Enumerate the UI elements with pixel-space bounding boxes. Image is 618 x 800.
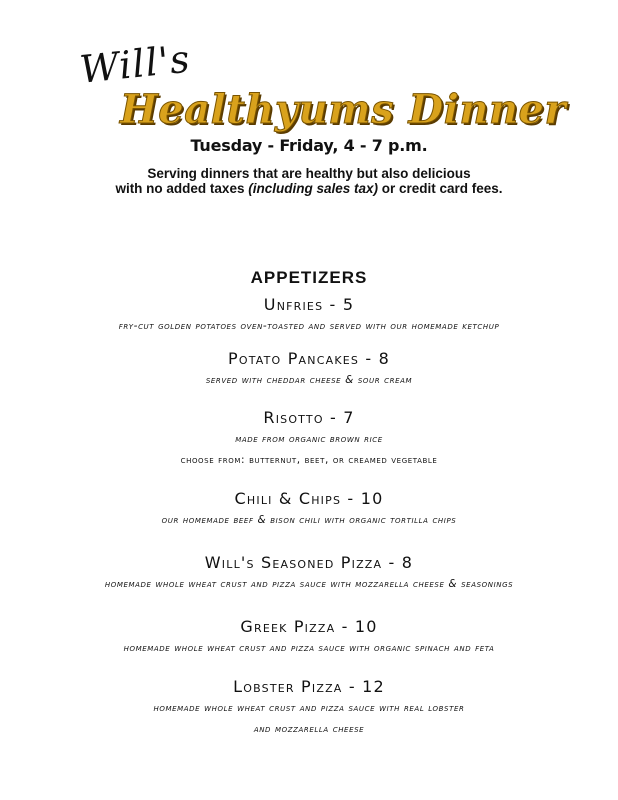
menu-item-name: Will's Seasoned Pizza - 8 [204, 553, 414, 572]
menu-item-description: made from organic brown rice [235, 433, 383, 445]
menu-item [0, 616, 618, 676]
menu-item [0, 348, 618, 407]
service-hours: Tuesday - Friday, 4 - 7 p.m. [190, 136, 428, 155]
menu-item-description-line-2: choose from: butternut, beet, or creamed vegetable [180, 454, 438, 466]
menu-list [0, 294, 618, 740]
menu-item-name: Chili & Chips - 10 [234, 489, 384, 508]
menu-item [0, 676, 618, 740]
logo-script-text: Will's [77, 36, 193, 92]
menu-item [0, 488, 618, 552]
menu-item [0, 294, 618, 348]
menu-item-description: homemade whole wheat crust and pizza sauce with organic spinach and feta [123, 642, 495, 654]
section-title: APPETIZERS [250, 268, 368, 287]
intro-text [0, 166, 618, 196]
intro-line-2-start: with no added taxes [115, 181, 249, 196]
menu-item-description: served with cheddar cheese & sour cream [205, 374, 413, 386]
intro-line-2-end: or credit card fees. [378, 181, 503, 196]
menu-item [0, 552, 618, 616]
intro-line-1: Serving dinners that are healthy but also delicious [147, 166, 471, 181]
menu-item-description: homemade whole wheat crust and pizza sauce with real lobster [153, 702, 465, 714]
menu-item-name: Risotto - 7 [263, 408, 355, 427]
menu-item-description: fry-cut golden potatoes oven-toasted and served with our homemade ketchup [118, 320, 500, 332]
menu-item-description: our homemade beef & bison chili with organic tortilla chips [161, 514, 457, 526]
logo-main-text: Healthyums Dinner [120, 86, 567, 133]
intro-line-2 [0, 181, 618, 196]
menu-item-name: Potato Pancakes - 8 [228, 349, 390, 368]
menu-item-description: homemade whole wheat crust and pizza sauce with mozzarella cheese & seasonings [104, 578, 514, 590]
menu-item [0, 407, 618, 488]
intro-line-2-emphasis: (including sales tax) [248, 181, 378, 196]
menu-item-name: Greek Pizza - 10 [240, 617, 378, 636]
menu-item-name: Lobster Pizza - 12 [233, 677, 385, 696]
menu-item-description-line-2: and mozzarella cheese [253, 723, 365, 735]
menu-item-name: Unfries - 5 [263, 295, 355, 314]
